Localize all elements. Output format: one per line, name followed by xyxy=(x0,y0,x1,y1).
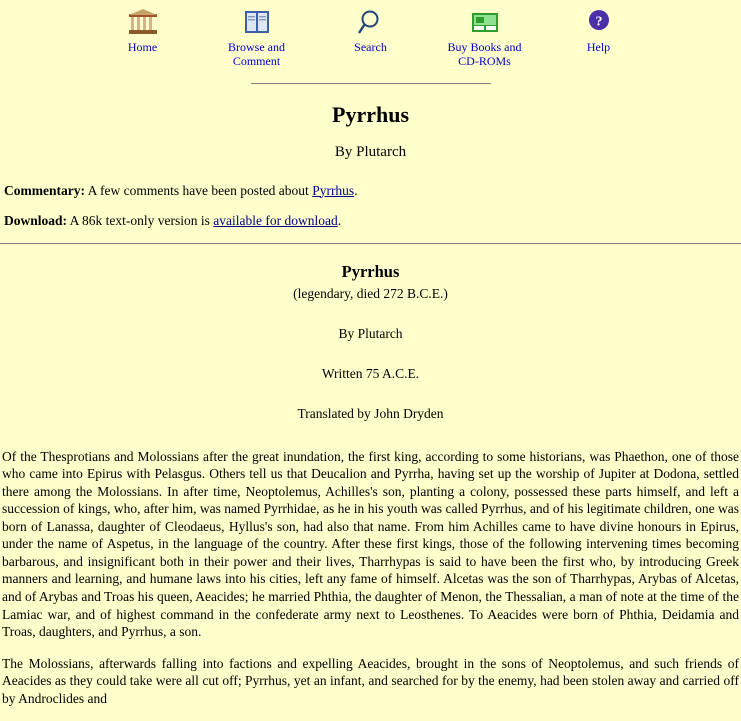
body-paragraph: Of the Thesprotians and Molossians after the great inundation, the first king, according to some historians, was Phaethon, one of those who came into Epirus with Pelasgus. Others tell us that Deucalion and Pyrrha, having set up the worship of Jupiter at Dodona, settled there among the Molossians. In after time, Neoptolemus, Achilles's son, planting a colony, possessed these parts himself, and left a succession of kings, who, after him, was named Pyrrhidae, as he in his youth was called Pyrrhus, and of his legitimate children, one was born of Lanassa, daughter of Cleodaeus, Hyllus's son, had also that name. From him Achilles came to have divine honours in Epirus, under the name of Aspetus, in the language of the country. After these first kings, those of the following intervening times becoming barbarous, and insignificant both in their power and their lives, Tharrhypas is said to have been the first who, by introducing Greek manners and learning, and humane laws into his cities, left any fame of himself. Alcetas was the son of Tharrhypas, Arybas of Alcetas, and of Arybas and Troas his queen, Aeacides; he married Phthia, the daughter of Menon, the Thessalian, a man of note at the time of the Lamiac war, and of highest command in the confederate army next to Leosthenes. To Aeacides were born of Phthia, Deidamia and Troas, daughters, and Pyrrhus, a son. xyxy=(2,448,739,640)
commentary-line xyxy=(4,183,737,199)
download-line xyxy=(4,213,737,229)
nav-item-home-label: Home xyxy=(127,40,158,54)
work-written-date: Written 75 A.C.E. xyxy=(321,365,420,381)
top-navigation-bar xyxy=(0,0,741,69)
question-mark-icon xyxy=(583,8,615,38)
download-link[interactable]: available for download xyxy=(213,212,338,228)
header-divider xyxy=(251,83,491,84)
nav-item-buy-books-and-cd-roms[interactable] xyxy=(441,8,529,69)
nav-item-browse-and-comment[interactable] xyxy=(213,8,301,69)
info-block xyxy=(0,183,741,229)
commentary-text-before: A few comments have been posted about xyxy=(84,182,313,198)
nav-item-home[interactable] xyxy=(99,8,187,55)
content-divider xyxy=(0,243,741,244)
page-title: Pyrrhus xyxy=(332,101,409,127)
nav-item-search-label: Search xyxy=(354,40,387,54)
nav-item-help[interactable] xyxy=(555,8,643,55)
page-author: By Plutarch xyxy=(334,143,407,160)
nav-item-search[interactable] xyxy=(327,8,415,55)
magnifier-icon xyxy=(355,8,387,38)
work-front-matter xyxy=(0,262,741,422)
download-label: Download: xyxy=(4,212,68,228)
nav-item-buy-books-and-cd-roms-label: Buy Books and CD-ROMs xyxy=(447,40,522,68)
nav-item-browse-and-comment-label: Browse and Comment xyxy=(228,40,285,68)
cart-icon xyxy=(469,8,501,38)
download-text-after: . xyxy=(337,212,342,228)
work-title: Pyrrhus xyxy=(341,261,400,281)
nav-item-help-label: Help xyxy=(586,40,611,54)
svg-text:?: ? xyxy=(595,14,602,30)
book-icon xyxy=(241,8,273,38)
document-body xyxy=(0,448,741,708)
work-subtitle: (legendary, died 272 B.C.E.) xyxy=(293,285,448,301)
building-icon xyxy=(127,8,159,38)
work-author: By Plutarch xyxy=(338,325,403,341)
commentary-label: Commentary: xyxy=(4,182,85,198)
download-text-before: A 86k text-only version is xyxy=(67,212,214,228)
commentary-text-after: . xyxy=(354,182,358,198)
work-translator: Translated by John Dryden xyxy=(297,405,444,421)
body-paragraph: The Molossians, afterwards falling into factions and expelling Aeacides, brought in the sons of Neoptolemus, and such friends of Aeacides as they could take were all cut off; Pyrrhus, yet an infant, and searched for by the enemy, had been stolen away and carried off by Androclides and xyxy=(2,655,739,706)
commentary-link[interactable]: Pyrrhus xyxy=(312,182,355,198)
